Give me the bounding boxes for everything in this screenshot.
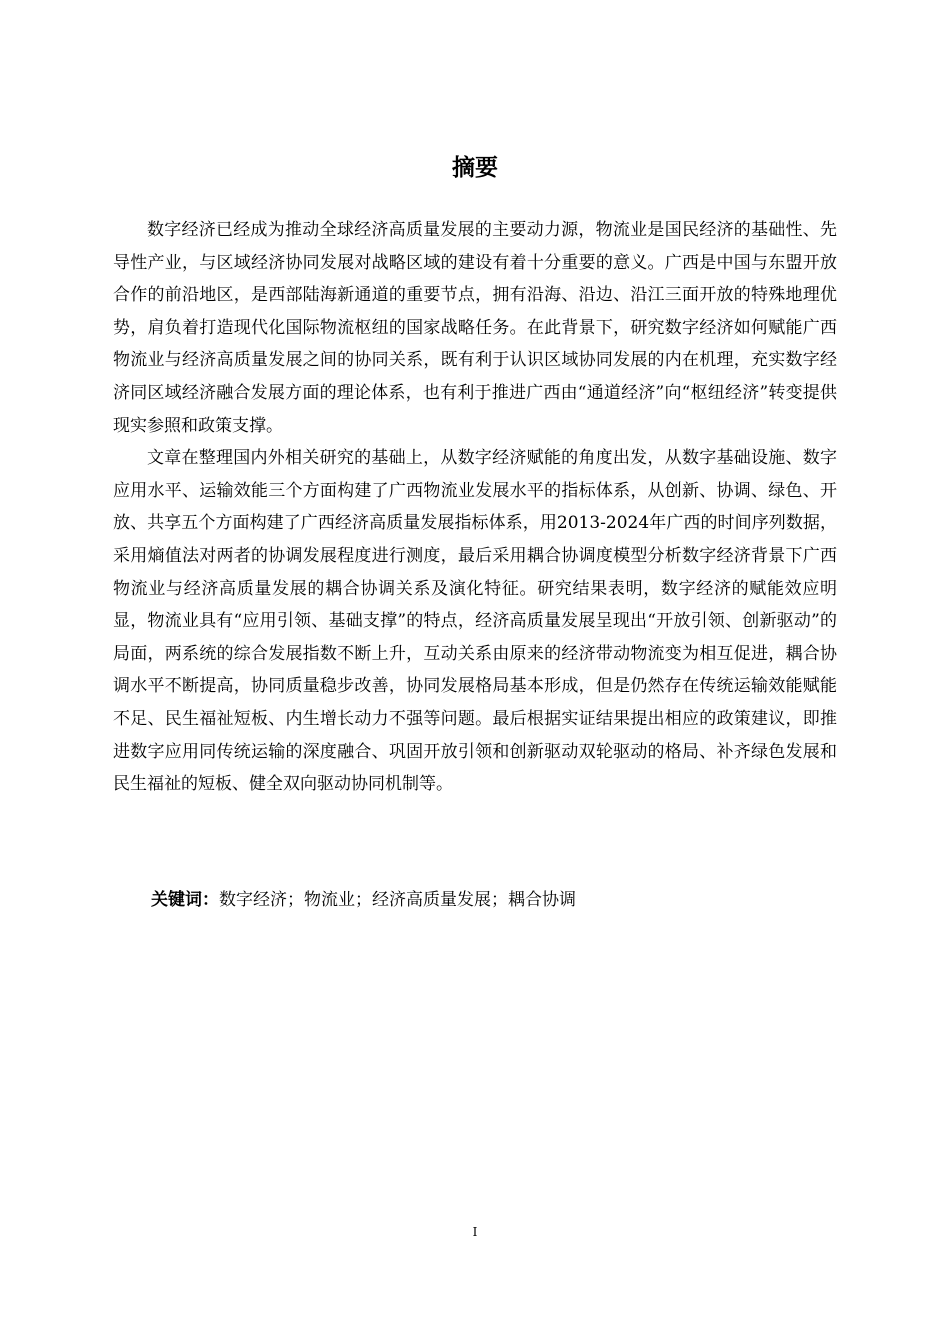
- keywords-line: [151, 884, 837, 916]
- keywords-label: 关键词：: [151, 890, 219, 910]
- keywords-text: 数字经济；物流业；经济高质量发展；耦合协调: [219, 890, 576, 910]
- page-number: I: [472, 1225, 478, 1239]
- abstract-paragraph-1: 数字经济已经成为推动全球经济高质量发展的主要动力源，物流业是国民经济的基础性、先导性产业，与区域经济协同发展对战略区域的建设有着十分重要的意义。广西是中国与东盟开放合作的前沿地区，是西部陆海新通道的重要节点，拥有沿海、沿边、沿江三面开放的特殊地理优势，肩负着打造现代化国际物流枢纽的国家战略任务。在此背景下，研究数字经济如何赋能广西物流业与经济高质量发展之间的协同关系，既有利于认识区域协同发展的内在机理，充实数字经济同区域经济融合发展方面的理论体系，也有利于推进广西由“通道经济”向“枢纽经济”转变提供现实参照和政策支撑。: [113, 220, 837, 436]
- abstract-paragraph-2: 文章在整理国内外相关研究的基础上，从数字经济赋能的角度出发，从数字基础设施、数字应用水平、运输效能三个方面构建了广西物流业发展水平的指标体系，从创新、协调、绿色、开放、共享五个方面构建了广西经济高质量发展指标体系，用2013-2024年广西的时间序列数据，采用熵值法对两者的协调发展程度进行测度，最后采用耦合协调度模型分析数字经济背景下广西物流业与经济高质量发展的耦合协调关系及演化特征。研究结果表明，数字经济的赋能效应明显，物流业具有“应用引领、基础支撑”的特点，经济高质量发展呈现出“开放引领、创新驱动”的局面，两系统的综合发展指数不断上升，互动关系由原来的经济带动物流变为相互促进，耦合协调水平不断提高，协同质量稳步改善，协同发展格局基本形成，但是仍然存在传统运输效能赋能不足、民生福祉短板、内生增长动力不强等问题。最后根据实证结果提出相应的政策建议，即推进数字应用同传统运输的深度融合、巩固开放引领和创新驱动双轮驱动的格局、补齐绿色发展和民生福祉的短板、健全双向驱动协同机制等。: [113, 448, 837, 795]
- abstract-body: [113, 214, 837, 801]
- abstract-title: 摘要: [452, 155, 498, 181]
